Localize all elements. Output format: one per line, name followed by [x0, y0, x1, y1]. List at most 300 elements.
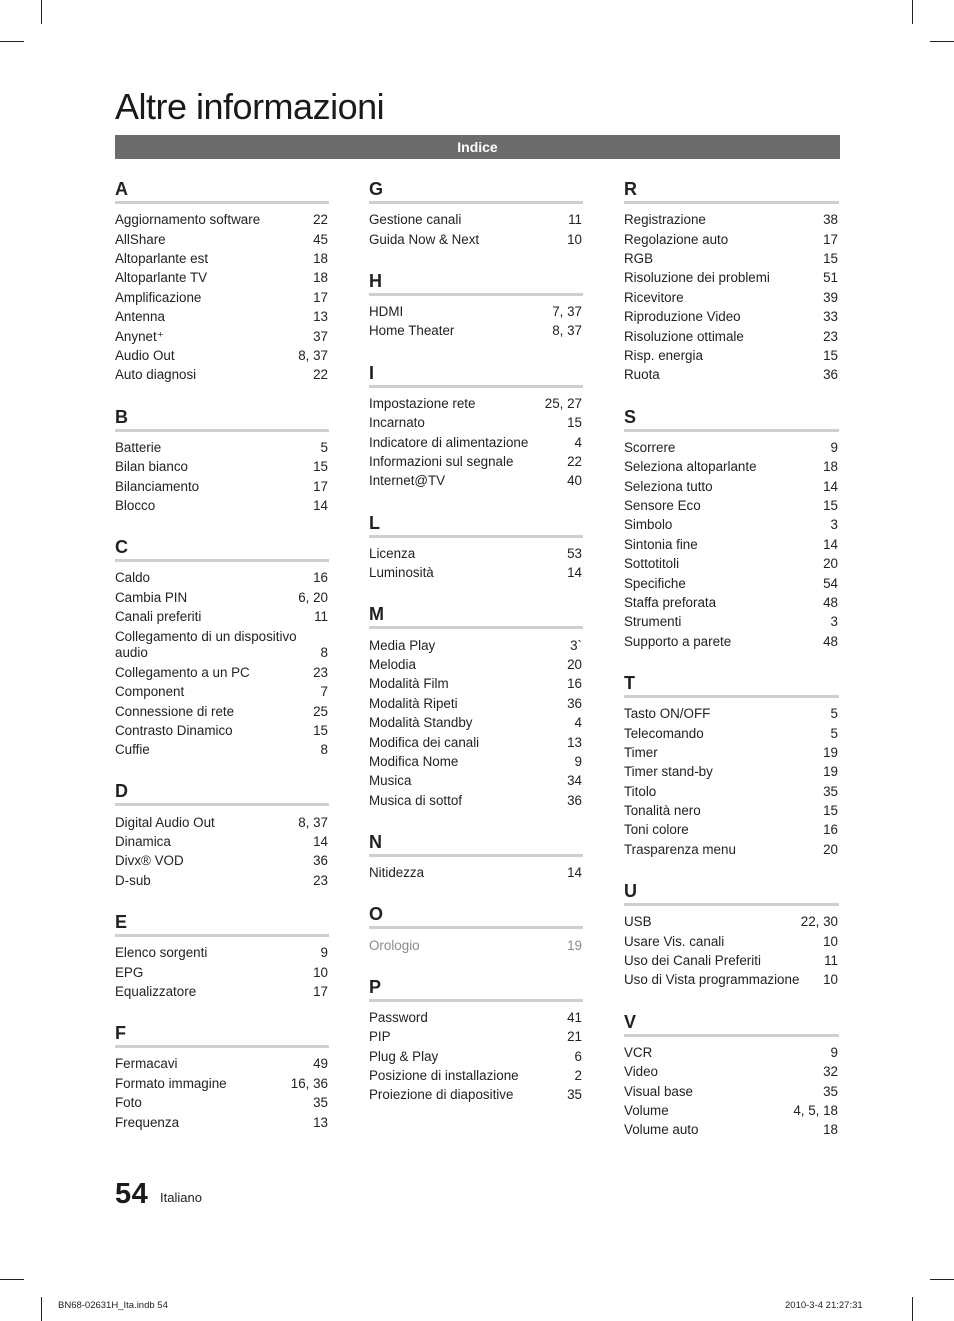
index-term: Volume auto: [624, 1122, 699, 1138]
index-entry: [115, 741, 329, 760]
index-page-ref: 9: [574, 753, 582, 769]
index-entry: [369, 414, 583, 433]
index-entry: [115, 477, 329, 496]
index-term: Posizione di installazione: [369, 1068, 519, 1084]
index-entry: [115, 722, 329, 741]
index-page-ref: 18: [313, 251, 328, 267]
index-page-ref: 20: [567, 656, 582, 672]
index-term: Fermacavi: [115, 1056, 178, 1072]
index-entry: [624, 971, 839, 990]
index-page-ref: 22: [567, 454, 582, 470]
index-term: Simbolo: [624, 517, 673, 533]
index-term: Sensore Eco: [624, 497, 701, 513]
index-term: Telecomando: [624, 725, 704, 741]
index-term: Luminosità: [369, 565, 434, 581]
index-entry: [624, 289, 839, 308]
print-slug-datetime: 2010-3-4 21:27:31: [785, 1300, 863, 1311]
section-letter: C: [115, 536, 329, 562]
index-entry: [369, 230, 583, 249]
section-letter: H: [369, 270, 583, 296]
index-term: Tasto ON/OFF: [624, 706, 711, 722]
index-term: Seleziona tutto: [624, 478, 713, 494]
index-page-ref: 19: [567, 937, 582, 953]
index-term: Aggiornamento software: [115, 212, 261, 228]
index-page-ref: 6: [574, 1048, 582, 1064]
index-page-ref: 33: [823, 309, 838, 325]
index-term: Melodia: [369, 656, 416, 672]
index-entry: [115, 608, 329, 627]
index-term: Guida Now & Next: [369, 231, 480, 247]
index-term: Nitidezza: [369, 865, 425, 881]
index-page-ref: 10: [823, 972, 838, 988]
index-term: Cambia PIN: [115, 589, 188, 605]
index-term: Registrazione: [624, 212, 706, 228]
index-page-ref: 54: [823, 575, 838, 591]
index-page-ref: 21: [567, 1029, 582, 1045]
index-term: Elenco sorgenti: [115, 945, 208, 961]
index-term: RGB: [624, 251, 654, 267]
index-page-ref: 8: [320, 742, 328, 758]
index-entry: [624, 744, 839, 763]
crop-mark: [41, 0, 42, 24]
index-term: Contrasto Dinamico: [115, 722, 233, 738]
index-term: AllShare: [115, 231, 166, 247]
index-term: Media Play: [369, 637, 436, 653]
index-entry: [624, 497, 839, 516]
index-term: Divx® VOD: [115, 853, 184, 869]
index-term: Canali preferiti: [115, 609, 202, 625]
section-letter: B: [115, 406, 329, 432]
index-term: Usare Vis. canali: [624, 933, 725, 949]
index-section: [115, 406, 329, 517]
index-page-ref: 25, 27: [544, 395, 582, 411]
index-term: EPG: [115, 964, 144, 980]
index-page-ref: 4: [574, 434, 582, 450]
index-page-ref: 15: [823, 348, 838, 364]
index-page-ref: 19: [823, 764, 838, 780]
index-entry: [115, 833, 329, 852]
index-page-ref: 45: [313, 231, 328, 247]
index-page-ref: 39: [823, 289, 838, 305]
index-page-ref: 15: [823, 497, 838, 513]
index-entry: [624, 366, 839, 385]
index-term: Seleziona altoparlante: [624, 459, 757, 475]
section-letter: F: [115, 1022, 329, 1048]
index-entry: [115, 230, 329, 249]
index-entry: [115, 963, 329, 982]
index-entry: [369, 322, 583, 341]
index-section: [115, 780, 329, 891]
index-page-ref: 22, 30: [800, 914, 838, 930]
index-page-ref: 10: [823, 933, 838, 949]
index-page-ref: 8, 37: [298, 348, 328, 364]
index-entry: [624, 952, 839, 971]
index-term: Antenna: [115, 309, 165, 325]
index-entry: [115, 588, 329, 607]
index-term: HDMI: [369, 304, 404, 320]
index-entry: [369, 714, 583, 733]
index-entry: [369, 564, 583, 583]
index-entry: [115, 308, 329, 327]
index-section: [369, 270, 583, 342]
index-page-ref: 20: [823, 556, 838, 572]
index-entry: [115, 327, 329, 346]
index-page-ref: 51: [823, 270, 838, 286]
index-term: Sintonia fine: [624, 536, 698, 552]
index-page-ref: 10: [567, 231, 582, 247]
index-term: Uso dei Canali Preferiti: [624, 953, 761, 969]
index-page-ref: 32: [823, 1064, 838, 1080]
index-page-ref: 9: [320, 945, 328, 961]
index-term: Formato immagine: [115, 1075, 227, 1091]
index-entry: [624, 347, 839, 366]
index-section: [369, 903, 583, 955]
section-letter: U: [624, 880, 839, 906]
section-letter: D: [115, 780, 329, 806]
index-term: Modifica Nome: [369, 753, 459, 769]
index-page-ref: 18: [823, 1122, 838, 1138]
index-page-ref: 40: [567, 473, 582, 489]
index-entry: [115, 250, 329, 269]
section-letter: P: [369, 976, 583, 1002]
index-page-ref: 16, 36: [290, 1075, 328, 1091]
index-term: Caldo: [115, 570, 150, 586]
index-page-ref: 14: [313, 834, 328, 850]
section-letter: N: [369, 831, 583, 857]
index-page-ref: 17: [313, 984, 328, 1000]
index-entry: [115, 366, 329, 385]
index-entry: [369, 1067, 583, 1086]
index-entry: [624, 308, 839, 327]
index-term: Foto: [115, 1095, 142, 1111]
index-term: Collegamento a un PC: [115, 664, 250, 680]
index-term: Indicatore di alimentazione: [369, 434, 529, 450]
index-page-ref: 4, 5, 18: [793, 1102, 838, 1118]
index-page-ref: 15: [567, 415, 582, 431]
index-entry: [115, 1113, 329, 1132]
index-term: Modalità Film: [369, 676, 449, 692]
index-entry: [115, 289, 329, 308]
index-entry: [369, 433, 583, 452]
section-letter: O: [369, 903, 583, 929]
index-page-ref: 18: [313, 270, 328, 286]
section-header-bar: Indice: [115, 135, 840, 159]
index-term: Modalità Standby: [369, 715, 473, 731]
index-entry: [369, 1047, 583, 1066]
section-letter: L: [369, 512, 583, 538]
index-term: Strumenti: [624, 614, 682, 630]
crop-mark: [0, 1279, 24, 1280]
index-term: Blocco: [115, 497, 156, 513]
index-term: Dinamica: [115, 834, 171, 850]
index-term: Collegamento di un dispositivo audio: [115, 628, 297, 661]
index-entry: [369, 453, 583, 472]
index-entry: [624, 230, 839, 249]
index-entry: [115, 458, 329, 477]
index-section: [115, 1022, 329, 1133]
index-entry: [624, 535, 839, 554]
index-section: [369, 178, 583, 250]
index-page-ref: 49: [313, 1056, 328, 1072]
index-column-1: [115, 178, 329, 1153]
index-entry: [624, 632, 839, 651]
index-term: Modalità Ripeti: [369, 695, 458, 711]
index-page-ref: 14: [567, 865, 582, 881]
page-number: 54: [115, 1178, 149, 1210]
index-term: Staffa preforata: [624, 594, 717, 610]
index-entry: [624, 439, 839, 458]
index-page-ref: 36: [823, 367, 838, 383]
index-term: Tonalità nero: [624, 803, 701, 819]
index-page-ref: 35: [313, 1095, 328, 1111]
index-page-ref: 36: [313, 853, 328, 869]
section-letter: V: [624, 1011, 839, 1037]
index-entry: [624, 477, 839, 496]
index-page-ref: 4: [574, 715, 582, 731]
index-page-ref: 34: [567, 773, 582, 789]
section-letter: T: [624, 672, 839, 698]
index-page-ref: 18: [823, 459, 838, 475]
section-letter: E: [115, 911, 329, 937]
index-term: Supporto a parete: [624, 633, 732, 649]
index-page-ref: 36: [567, 792, 582, 808]
index-term: Regolazione auto: [624, 231, 729, 247]
index-page-ref: 19: [823, 744, 838, 760]
index-entry: [624, 1044, 839, 1063]
index-term: Altoparlante TV: [115, 270, 208, 286]
index-entry: [369, 1009, 583, 1028]
index-entry: [115, 627, 329, 663]
index-term: D-sub: [115, 872, 151, 888]
index-page-ref: 5: [320, 439, 328, 455]
index-term: Impostazione rete: [369, 395, 476, 411]
crop-mark: [930, 1279, 954, 1280]
page-title: Altre informazioni: [115, 86, 385, 127]
index-section: [624, 880, 839, 991]
index-page-ref: 22: [313, 212, 328, 228]
index-term: Ricevitore: [624, 289, 684, 305]
section-letter: I: [369, 362, 583, 388]
section-letter: M: [369, 603, 583, 629]
index-page-ref: 8, 37: [298, 814, 328, 830]
crop-mark: [912, 1297, 913, 1321]
index-page-ref: 3: [830, 517, 838, 533]
index-term: Plug & Play: [369, 1048, 439, 1064]
index-entry: [369, 211, 583, 230]
index-entry: [624, 821, 839, 840]
index-entry: [624, 613, 839, 632]
index-page-ref: 15: [313, 459, 328, 475]
index-section: [624, 406, 839, 652]
index-entry: [624, 802, 839, 821]
index-entry: [624, 1063, 839, 1082]
index-section: [369, 603, 583, 811]
index-page-ref: 13: [313, 1114, 328, 1130]
index-term: Titolo: [624, 783, 657, 799]
index-entry: [369, 733, 583, 752]
crop-mark: [41, 1297, 42, 1321]
index-term: Toni colore: [624, 822, 689, 838]
index-entry: [369, 675, 583, 694]
index-page-ref: 5: [830, 706, 838, 722]
index-page-ref: 16: [313, 570, 328, 586]
index-page-ref: 16: [823, 822, 838, 838]
index-page-ref: 35: [823, 783, 838, 799]
index-page-ref: 20: [823, 841, 838, 857]
index-page-ref: 10: [313, 964, 328, 980]
index-term: Timer: [624, 744, 658, 760]
index-term: Equalizzatore: [115, 984, 197, 1000]
index-term: Visual base: [624, 1083, 693, 1099]
index-term: Specifiche: [624, 575, 686, 591]
index-page-ref: 48: [823, 594, 838, 610]
index-entry: [624, 763, 839, 782]
index-term: PIP: [369, 1029, 391, 1045]
index-term: Riproduzione Video: [624, 309, 741, 325]
index-entry: [624, 327, 839, 346]
index-term: Volume: [624, 1102, 669, 1118]
index-term: Component: [115, 684, 185, 700]
index-entry: [624, 913, 839, 932]
section-letter: S: [624, 406, 839, 432]
index-term: Musica: [369, 773, 412, 789]
index-entry: [115, 944, 329, 963]
index-term: Uso di Vista programmazione: [624, 972, 800, 988]
index-entry: [624, 555, 839, 574]
index-page-ref: 11: [824, 953, 838, 969]
index-term: Video: [624, 1064, 659, 1080]
index-page-ref: 2: [574, 1068, 582, 1084]
index-entry: [369, 1086, 583, 1105]
index-section: [115, 178, 329, 386]
language-label: Italiano: [160, 1190, 202, 1205]
index-entry: [624, 841, 839, 860]
index-term: Auto diagnosi: [115, 367, 197, 383]
index-page-ref: 17: [313, 478, 328, 494]
index-term: Informazioni sul segnale: [369, 454, 514, 470]
index-page-ref: 13: [567, 734, 582, 750]
index-entry: [115, 813, 329, 832]
index-page-ref: 14: [313, 497, 328, 513]
index-term: Timer stand-by: [624, 764, 713, 780]
index-column-3: [624, 178, 839, 1160]
index-term: Amplificazione: [115, 289, 202, 305]
index-entry: [115, 269, 329, 288]
index-page-ref: 9: [830, 439, 838, 455]
crop-mark: [930, 41, 954, 42]
index-entry: [624, 250, 839, 269]
index-entry: [369, 472, 583, 491]
index-term: Gestione canali: [369, 212, 462, 228]
index-entry: [624, 1102, 839, 1121]
index-page-ref: 11: [568, 212, 582, 228]
index-page-ref: 14: [567, 565, 582, 581]
index-page-ref: 11: [314, 609, 328, 625]
index-term: Proiezione di diapositive: [369, 1087, 514, 1103]
index-entry: [624, 932, 839, 951]
index-term: Sottotitoli: [624, 556, 680, 572]
index-entry: [115, 983, 329, 1002]
index-section: [115, 911, 329, 1002]
index-page-ref: 16: [567, 676, 582, 692]
index-page-ref: 9: [830, 1044, 838, 1060]
index-page-ref: 23: [313, 872, 328, 888]
index-section: [369, 362, 583, 492]
print-slug-file: BN68-02631H_Ita.indb 54: [58, 1300, 168, 1311]
index-page-ref: 3`: [570, 637, 582, 653]
index-entry: [115, 683, 329, 702]
index-term: Home Theater: [369, 323, 455, 339]
index-entry: [624, 1082, 839, 1101]
index-entry: [369, 936, 583, 955]
index-term: Modifica dei canali: [369, 734, 480, 750]
index-page-ref: 23: [313, 664, 328, 680]
index-page-ref: 3: [830, 614, 838, 630]
index-section: [115, 536, 329, 760]
index-term: Anynet⁺: [115, 328, 164, 344]
index-term: Frequenza: [115, 1114, 180, 1130]
index-entry: [624, 574, 839, 593]
index-page-ref: 8: [320, 645, 328, 661]
index-term: Incarnato: [369, 415, 425, 431]
index-entry: [115, 569, 329, 588]
section-letter: R: [624, 178, 839, 204]
index-term: VCR: [624, 1044, 653, 1060]
index-entry: [369, 656, 583, 675]
section-letter: G: [369, 178, 583, 204]
index-page-ref: 38: [823, 212, 838, 228]
index-term: Bilanciamento: [115, 478, 200, 494]
index-entry: [115, 872, 329, 891]
index-entry: [624, 705, 839, 724]
index-entry: [624, 1121, 839, 1140]
index-entry: [624, 269, 839, 288]
index-page-ref: 41: [567, 1009, 582, 1025]
index-term: Audio Out: [115, 348, 175, 364]
index-term: Risoluzione ottimale: [624, 328, 744, 344]
index-entry: [624, 782, 839, 801]
index-page-ref: 7: [320, 684, 328, 700]
crop-mark: [0, 41, 24, 42]
index-term: Password: [369, 1009, 428, 1025]
index-entry: [115, 852, 329, 871]
index-page-ref: 14: [823, 478, 838, 494]
index-entry: [369, 694, 583, 713]
index-page-ref: 17: [313, 289, 328, 305]
index-entry: [115, 1075, 329, 1094]
index-page-ref: 15: [823, 803, 838, 819]
index-entry: [115, 1094, 329, 1113]
index-page-ref: 14: [823, 536, 838, 552]
index-entry: [115, 347, 329, 366]
index-page-ref: 13: [313, 309, 328, 325]
index-term: Altoparlante est: [115, 251, 209, 267]
index-entry: [369, 791, 583, 810]
index-page-ref: 5: [830, 725, 838, 741]
index-entry: [624, 594, 839, 613]
index-page-ref: 37: [313, 328, 328, 344]
index-entry: [115, 497, 329, 516]
section-letter: A: [115, 178, 329, 204]
index-entry: [624, 516, 839, 535]
index-term: Bilan bianco: [115, 459, 188, 475]
index-column-2: [369, 178, 583, 1126]
index-page-ref: 7, 37: [552, 304, 582, 320]
index-entry: [369, 636, 583, 655]
index-section: [369, 831, 583, 883]
index-entry: [115, 439, 329, 458]
index-term: Ruota: [624, 367, 660, 383]
